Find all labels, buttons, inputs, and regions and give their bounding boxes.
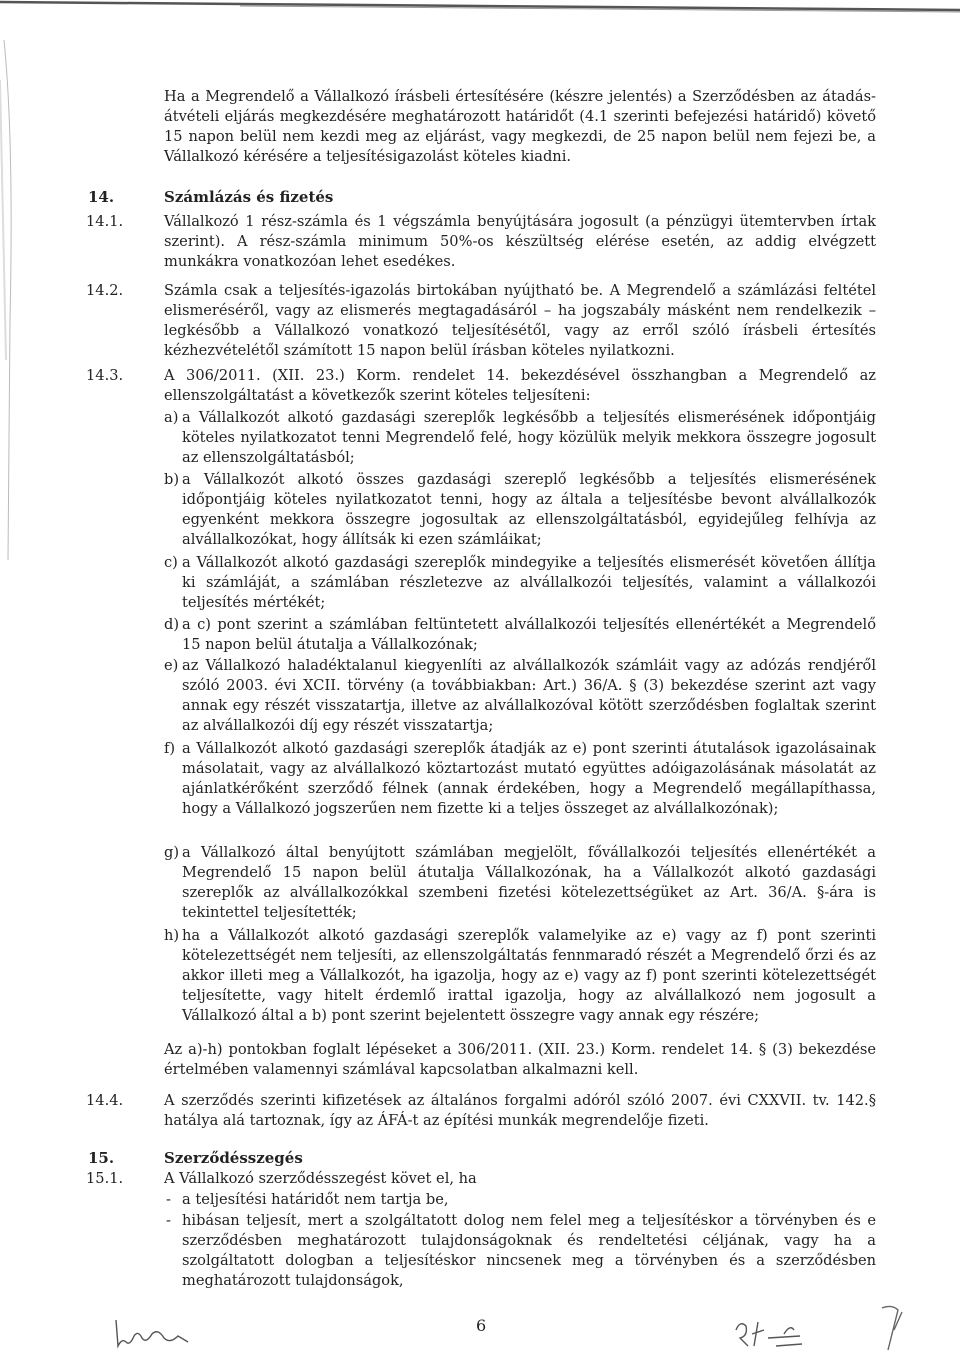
list-item-h <box>164 926 876 1026</box>
list-item-label: b) <box>164 471 180 488</box>
clause-14-3-text: A 306/2011. (XII. 23.) Korm. rendelet 14. bekezdésével összhangban a Megrendelő az ellenszolgáltatást a következők szerint köteles teljesíteni: <box>164 367 876 404</box>
section-14-number: 14. <box>88 188 115 206</box>
list-item-text: a Vállalkozót alkotó gazdasági szereplők legkésőbb a teljesítés elismerésének időpontjáig köteles nyilatkozatot tenni Megrendelő felé, hogy közülük melyik mekkora összegre jogosult az ellenszolgáltatásból; <box>182 409 876 466</box>
section-14-title: Számlázás és fizetés <box>164 188 334 206</box>
clause-14-4-text: A szerződés szerinti kifizetések az általános forgalmi adóról szóló 2007. évi CXXVII. tv. 142.§ hatálya alá tartoznak, így az ÁFÁ-t az építési munkák megrendelője fizeti. <box>164 1092 876 1129</box>
list-item-text: a c) pont szerint a számlában feltüntetett alvállalkozói teljesítés ellenértékét a Megrendelő 15 napon belül átutalja a Vállalkozónak; <box>182 616 876 653</box>
section-15-title: Szerződésszegés <box>164 1149 303 1167</box>
list-item-label: a) <box>164 409 179 426</box>
list-item-label: c) <box>164 554 178 571</box>
bullet-item <box>164 1211 876 1291</box>
signature-initials-middle <box>730 1316 810 1352</box>
clause-14-4-number: 14.4. <box>86 1092 124 1109</box>
list-item-label: h) <box>164 927 180 944</box>
scan-edge-top <box>0 0 960 40</box>
list-item-g <box>164 843 876 923</box>
list-item-b <box>164 470 876 550</box>
list-item-e <box>164 656 876 736</box>
bullet-text: hibásan teljesít, mert a szolgáltatott dolog nem felel meg a teljesítéskor a törvényben és e szerződésben meghatározott tulajdonságoknak és rendeltetési céljának, vagy ha a szolgáltatott dologban a teljesítéskor nincsenek meg a törvényben és a szerződésben meghatározott tulajdonságok, <box>182 1212 876 1289</box>
page-number: 6 <box>476 1316 487 1335</box>
list-item-text: ha a Vállalkozót alkotó gazdasági szereplők valamelyike az e) vagy az f) pont szerinti kötelezettségét nem teljesíti, az ellenszolgáltatás fennmaradó részét a Megrendelő őrzi és az akkor illeti meg a Vállalkozót, ha igazolja, hogy az e) vagy az f) pont szerinti kötelezettségét teljesítette, vagy hitelt érdemlő irattal igazolja, hogy az alvállalkozó nem jogosult a Vállalkozó által a b) pont szerint bejelentett összegre vagy annak egy részére; <box>182 927 876 1024</box>
section-15-number: 15. <box>88 1149 115 1167</box>
bullet-item <box>164 1190 876 1210</box>
bullet-dash: - <box>166 1191 171 1208</box>
clause-14-2-number: 14.2. <box>86 282 124 299</box>
list-item-text: az Vállalkozó haladéktalanul kiegyenlíti az alvállalkozók számláit vagy az adózás rendjéről szóló 2003. évi XCII. törvény (a továbbiakban: Art.) 36/A. § (3) bekezdése szerint azt vagy annak egy részét visszatartja, illetve az alvállalkozóval kötött szerződésben foglaltak szerint az alvállalkozói díj egy részét visszatartja; <box>182 657 876 734</box>
clause-14-1-text: Vállalkozó 1 rész-számla és 1 végszámla benyújtására jogosult (a pénzügyi ütemtervben írtak szerint). A rész-számla minimum 50%-os készültség elérése esetén, az addig elvégzett munkákra vonatkozóan lehet esedékes. <box>164 213 876 270</box>
list-item-text: a Vállalkozót alkotó gazdasági szereplők mindegyike a teljesítés elismerését követően állítja ki számláját, a számlában részletezve az alvállalkozói teljesítés, valamint a vállalkozói teljesítés mértékét; <box>182 554 876 611</box>
intro-paragraph: Ha a Megrendelő a Vállalkozó írásbeli értesítésére (készre jelentés) a Szerződésben az átadás-átvételi eljárás megkezdésére meghatározott határidőt (4.1 szerinti befejezési határidő) követő 15 napon belül nem kezdi meg az eljárást, vagy megkezdi, de 25 napon belül nem fejezi be, a Vállalkozó kérésére a teljesítésigazolást köteles kiadni. <box>164 88 876 165</box>
list-item-label: g) <box>164 844 180 861</box>
signature-initials-right <box>872 1300 912 1356</box>
list-item-label: f) <box>164 740 176 757</box>
bullet-text: a teljesítési határidőt nem tartja be, <box>182 1191 449 1208</box>
signature-initials-left <box>112 1318 192 1352</box>
list-item-label: e) <box>164 657 179 674</box>
list-item-text: a Vállalkozót alkotó gazdasági szereplők átadják az e) pont szerinti átutalások igazolásainak másolatait, vagy az alvállalkozó köztartozást mutató együttes adóigazolásának másolatát az ajánlatkérőként szerződő félnek (annak érdekében, hogy a Megrendelő megállapíthassa, hogy a Vállalkozó jogszerűen nem fizette ki a teljes összeget az alvállalkozónak); <box>182 740 876 817</box>
list-item-text: a Vállalkozó által benyújtott számlában megjelölt, fővállalkozói teljesítés ellenértékét a Megrendelő 15 napon belül átutalja Vállalkozónak, ha a Vállalkozót alkotó gazdasági szereplők az alvállalkozókkal szembeni fizetési kötelezettségüket az Art. 36/A. §-ára is tekintettel teljesítették; <box>182 844 876 921</box>
list-item-d <box>164 615 876 655</box>
clause-14-3-closing: Az a)-h) pontokban foglalt lépéseket a 306/2011. (XII. 23.) Korm. rendelet 14. § (3) bekezdése értelmében valamennyi számlával kapcsolatban alkalmazni kell. <box>164 1041 876 1078</box>
list-item-text: a Vállalkozót alkotó összes gazdasági szereplő legkésőbb a teljesítés elismerésének időpontjáig köteles nyilatkozatot tenni, hogy az általa a teljesítésbe bevont alvállalkozók egyenként mekkora összegre jogosultak az ellenszolgáltatásból, egyidejűleg felhívja az alvállalkozókat, hogy állítsák ki ezen számláikat; <box>182 471 876 548</box>
clause-14-2-text: Számla csak a teljesítés-igazolás birtokában nyújtható be. A Megrendelő a számlázási feltétel elismeréséről, vagy az elismerés megtagadásáról – ha jogszabály másként nem rendelkezik – legkésőbb a Vállalkozó vonatkozó teljesítésétől, vagy az erről szóló írásbeli értesítés kézhezvételétől számított 15 napon belül írásban köteles nyilatkozni. <box>164 282 876 359</box>
list-item-c <box>164 553 876 613</box>
clause-14-1-number: 14.1. <box>86 213 124 230</box>
list-item-a <box>164 408 876 468</box>
list-item-label: d) <box>164 616 180 633</box>
clause-15-1-text: A Vállalkozó szerződésszegést követ el, ha <box>164 1170 477 1187</box>
clause-14-3-number: 14.3. <box>86 367 124 384</box>
scan-edge-left <box>0 0 60 1357</box>
bullet-dash: - <box>166 1212 171 1229</box>
clause-15-1-number: 15.1. <box>86 1170 124 1187</box>
list-item-f <box>164 739 876 819</box>
